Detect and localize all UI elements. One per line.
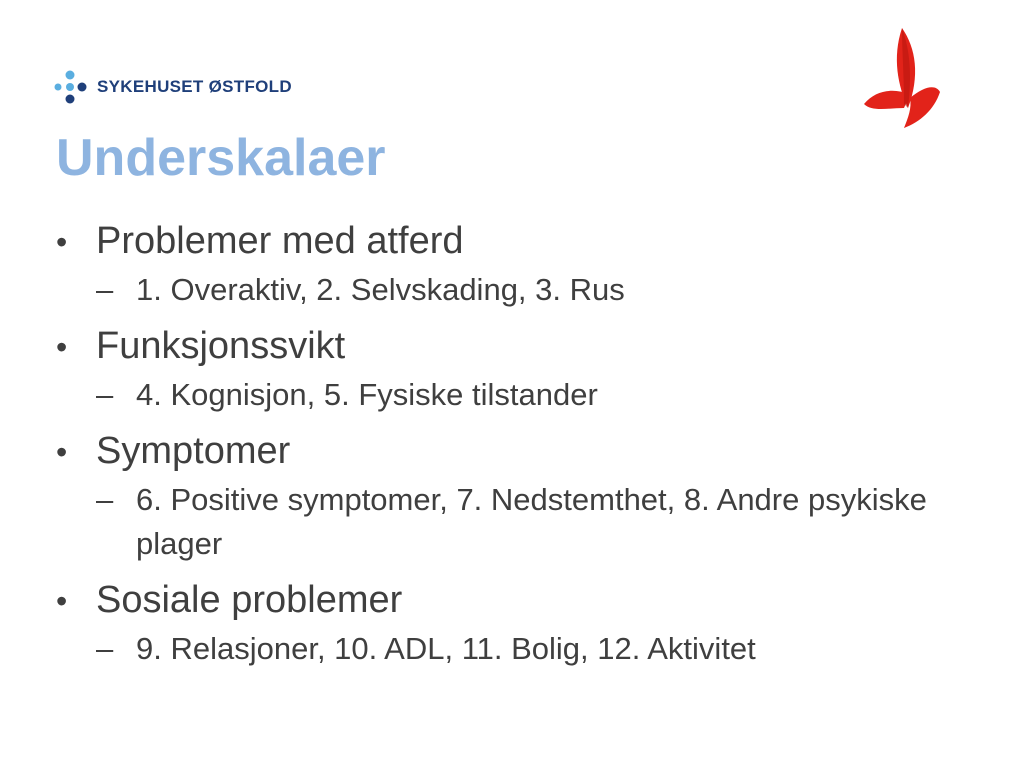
red-butterfly-emblem-icon (858, 24, 942, 134)
bullet-icon: • (56, 329, 68, 365)
sub-item-label: 9. Relasjoner, 10. ADL, 11. Bolig, 12. Aktivitet (136, 631, 756, 666)
list-item (56, 574, 936, 671)
sub-item-label: 6. Positive symptomer, 7. Nedstemthet, 8. Andre psykiske plager (136, 482, 927, 561)
dash-icon: – (96, 272, 114, 307)
sub-item (96, 268, 936, 312)
page-title: Underskalaer (56, 129, 386, 187)
item-label: Funksjonssvikt (96, 325, 346, 367)
bullet-icon: • (56, 583, 68, 619)
dots-cross-logo-icon (52, 67, 92, 107)
list-item (56, 215, 936, 312)
sub-item-label: 1. Overaktiv, 2. Selvskading, 3. Rus (136, 272, 625, 307)
logo-text: SYKEHUSET ØSTFOLD (97, 77, 292, 96)
sub-item (96, 627, 936, 671)
bullet-list (56, 215, 936, 679)
bullet-icon: • (56, 224, 68, 260)
sub-item (96, 373, 936, 417)
sub-item-label: 4. Kognisjon, 5. Fysiske tilstander (136, 377, 598, 412)
item-label: Sosiale problemer (96, 579, 403, 621)
item-label: Symptomer (96, 430, 291, 472)
dash-icon: – (96, 482, 114, 517)
list-item (56, 320, 936, 417)
dash-icon: – (96, 377, 114, 412)
item-label: Problemer med atferd (96, 220, 464, 262)
sub-item (96, 478, 936, 566)
bullet-icon: • (56, 434, 68, 470)
list-item (56, 425, 936, 566)
hospital-logo (52, 67, 292, 107)
dash-icon: – (96, 631, 114, 666)
